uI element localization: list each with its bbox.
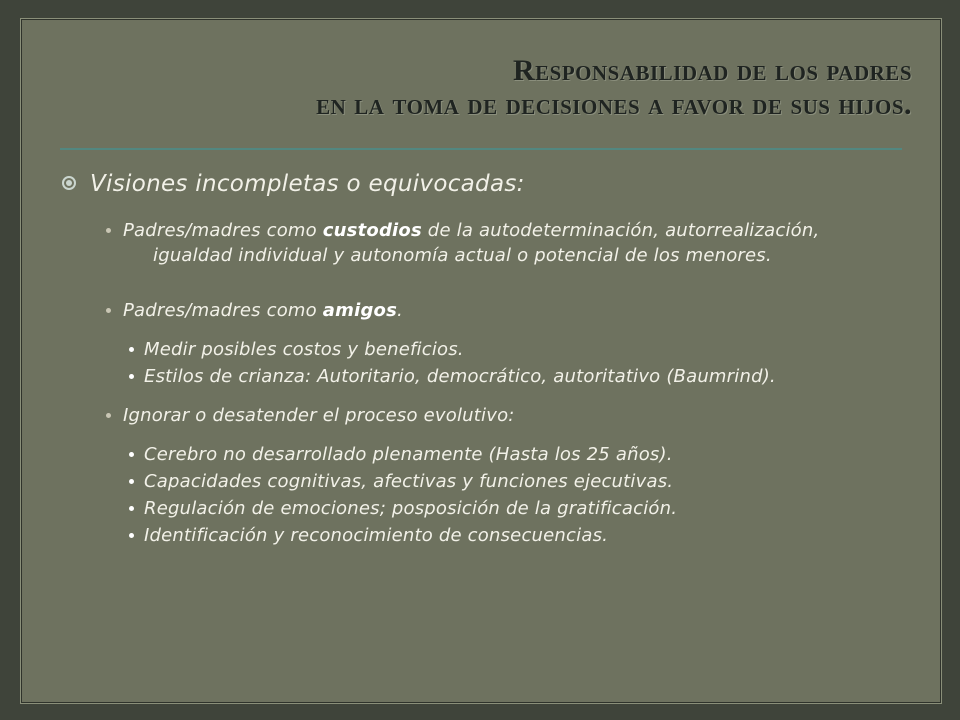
list-item-custodians: [106, 218, 902, 268]
item-suffix: de la autodeterminación, autorrealización, igualdad individual y autonomía actual o potencial de los menores.: [153, 220, 820, 266]
item-prefix: Padres/madres como: [123, 300, 323, 321]
subitem-text: Medir posibles costos y beneficios.: [144, 339, 464, 360]
bullet-icon: [106, 413, 111, 418]
item-suffix: .: [397, 300, 403, 321]
slide-title: [60, 54, 912, 122]
subitem-text: Cerebro no desarrollado plenamente (Hasta los 25 años).: [144, 444, 673, 465]
bullet-icon: [129, 452, 134, 457]
subitem: [129, 364, 902, 389]
subitem: [129, 442, 902, 467]
list-item-text: [123, 218, 902, 268]
subitem: [129, 523, 902, 548]
title-line-2: en la toma de decisiones a favor de sus hijos.: [316, 88, 912, 121]
bullet-icon: [129, 479, 134, 484]
item-emphasis: amigos: [322, 300, 398, 321]
bullet-icon: [129, 374, 134, 379]
subitem: [129, 469, 902, 494]
subitem: [129, 496, 902, 521]
title-divider: [60, 148, 902, 150]
bullet-icon: [106, 228, 111, 233]
list-item-evolution: [106, 403, 902, 428]
subitem: [129, 337, 902, 362]
title-line-1: Responsabilidad de los padres: [512, 54, 912, 87]
list-item-friends: [106, 298, 902, 323]
section-heading-text: Visiones incompletas o equivocadas:: [90, 171, 525, 197]
bullet-icon: [129, 506, 134, 511]
section-heading: [62, 168, 902, 200]
subitem-text: Estilos de crianza: Autoritario, democrático, autoritativo (Baumrind).: [144, 366, 776, 387]
item-emphasis: custodios: [322, 220, 422, 241]
item-prefix: Padres/madres como: [123, 220, 323, 241]
bullet-icon: [129, 533, 134, 538]
subitem-text: Identificación y reconocimiento de consecuencias.: [144, 525, 609, 546]
subitem-text: Regulación de emociones; posposición de la gratificación.: [144, 498, 678, 519]
subitem-text: Capacidades cognitivas, afectivas y funciones ejecutivas.: [144, 471, 674, 492]
circle-dot-icon: [62, 176, 76, 190]
bullet-icon: [106, 308, 111, 313]
list-item-text: Ignorar o desatender el proceso evolutivo:: [123, 405, 515, 426]
bullet-icon: [129, 347, 134, 352]
slide-body: [62, 168, 902, 550]
